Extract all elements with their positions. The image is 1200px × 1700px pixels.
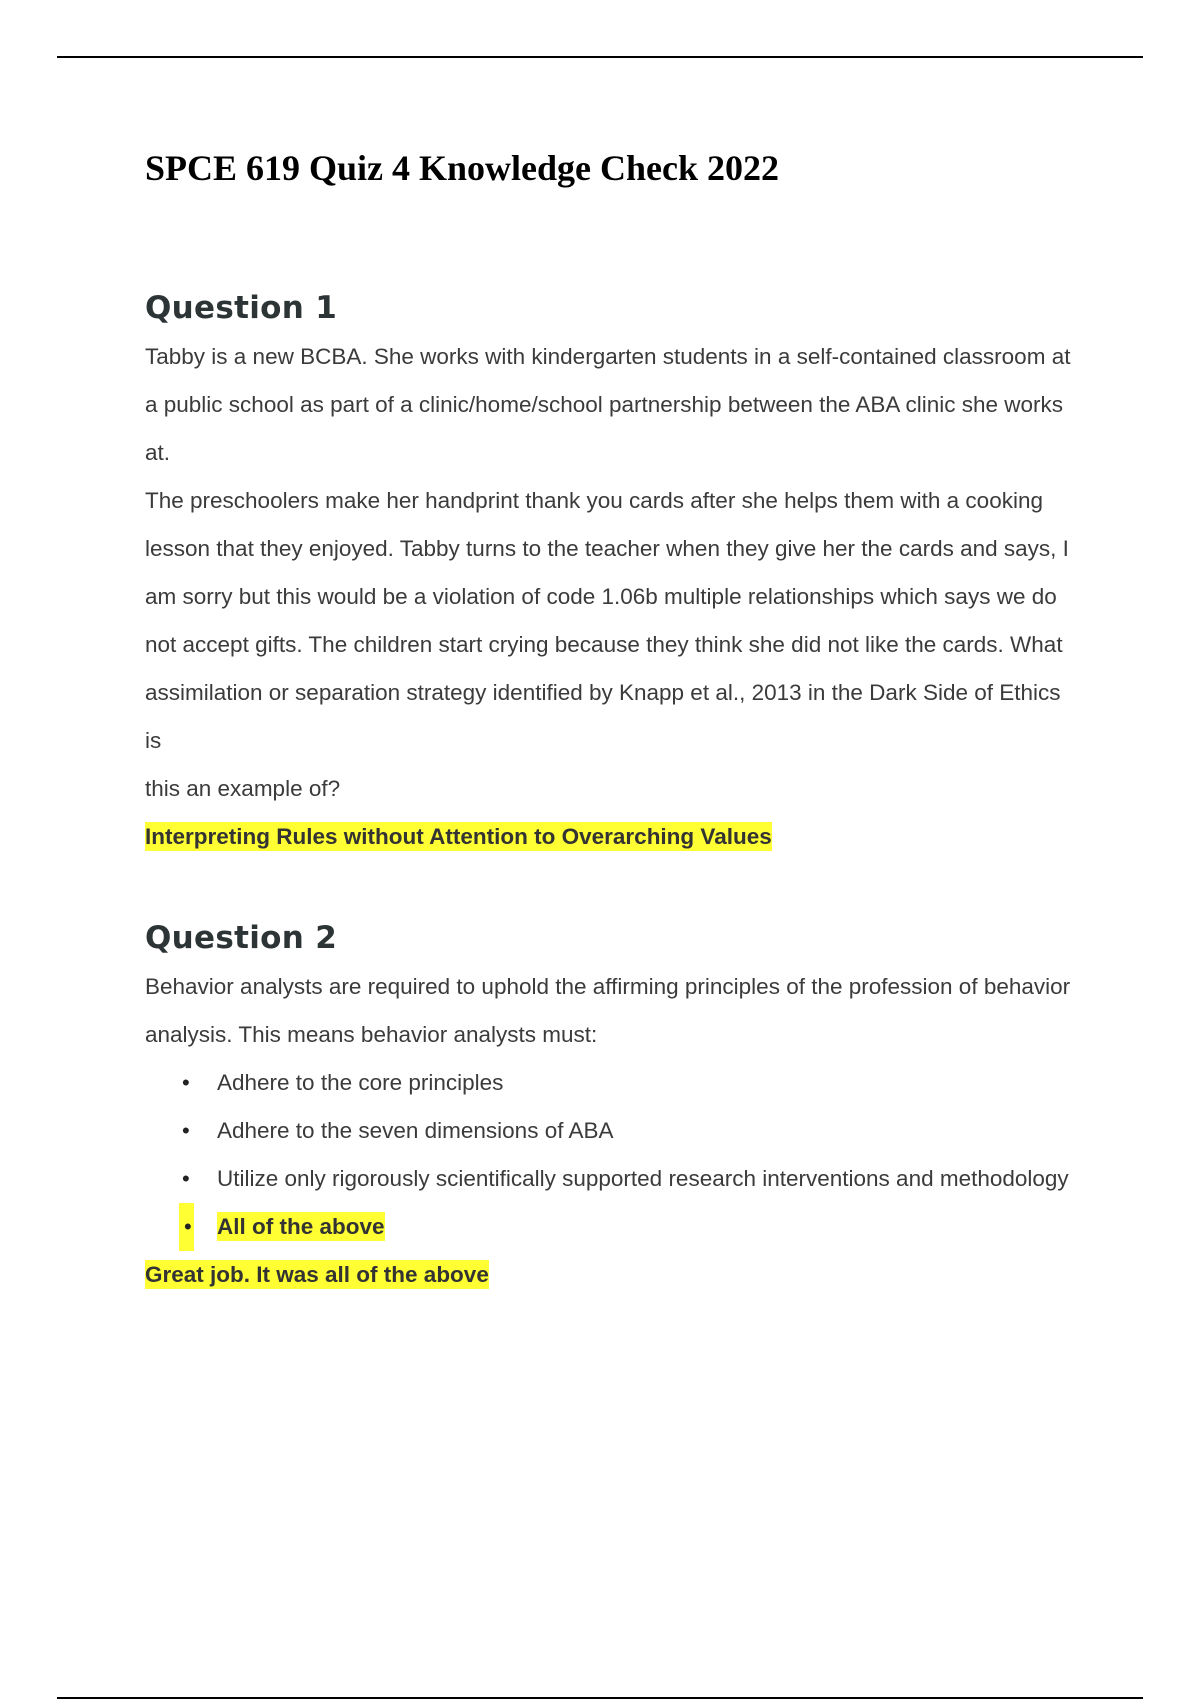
bullet-icon: • bbox=[182, 1070, 190, 1095]
option-text: Utilize only rigorously scientifically supported research interventions and methodology bbox=[217, 1166, 1069, 1191]
list-item bbox=[182, 1107, 1075, 1155]
question-paragraph: The preschoolers make her handprint thank you cards after she helps them with a cooking lesson that they enjoyed. Tabby turns to the teacher when they give her the cards and says, I am sorry but this would be a violation of code 1.06b multiple relationships which says we do not accept gifts. The children start crying because they think she did not like the cards. What assimilation or separation strategy identified by Knapp et al., 2013 in the Dark Side of Ethics is bbox=[145, 488, 1069, 753]
bullet-icon: • bbox=[179, 1203, 194, 1251]
list-item bbox=[182, 1155, 1075, 1203]
question-text bbox=[145, 963, 1075, 1299]
question-heading: Question 2 bbox=[145, 920, 338, 956]
question-2 bbox=[145, 913, 1075, 1299]
highlighted-option: All of the above bbox=[217, 1214, 385, 1239]
answer-line bbox=[145, 813, 1075, 861]
list-item bbox=[184, 1203, 1075, 1251]
top-rule bbox=[57, 56, 1143, 58]
option-text: Adhere to the core principles bbox=[217, 1070, 504, 1095]
document-title: SPCE 619 Quiz 4 Knowledge Check 2022 bbox=[145, 148, 780, 188]
bottom-rule bbox=[57, 1697, 1143, 1699]
highlighted-answer: Interpreting Rules without Attention to Overarching Values bbox=[145, 824, 772, 849]
bullet-icon: • bbox=[182, 1118, 190, 1143]
question-heading: Question 1 bbox=[145, 290, 338, 326]
option-text: Adhere to the seven dimensions of ABA bbox=[217, 1118, 614, 1143]
question-paragraph: Tabby is a new BCBA. She works with kindergarten students in a self-contained classroom at a public school as part of a clinic/home/school partnership between the ABA clinic she works at. bbox=[145, 344, 1071, 465]
highlighted-feedback: Great job. It was all of the above bbox=[145, 1262, 489, 1287]
feedback-line bbox=[145, 1251, 1075, 1299]
bullet-icon: • bbox=[182, 1166, 190, 1191]
question-1 bbox=[145, 283, 1075, 861]
question-text bbox=[145, 333, 1075, 861]
option-list bbox=[145, 1059, 1075, 1251]
question-paragraph: this an example of? bbox=[145, 776, 341, 801]
question-paragraph: Behavior analysts are required to uphold the affirming principles of the profession of behavior analysis. This means behavior analysts must: bbox=[145, 974, 1071, 1047]
list-item bbox=[182, 1059, 1075, 1107]
